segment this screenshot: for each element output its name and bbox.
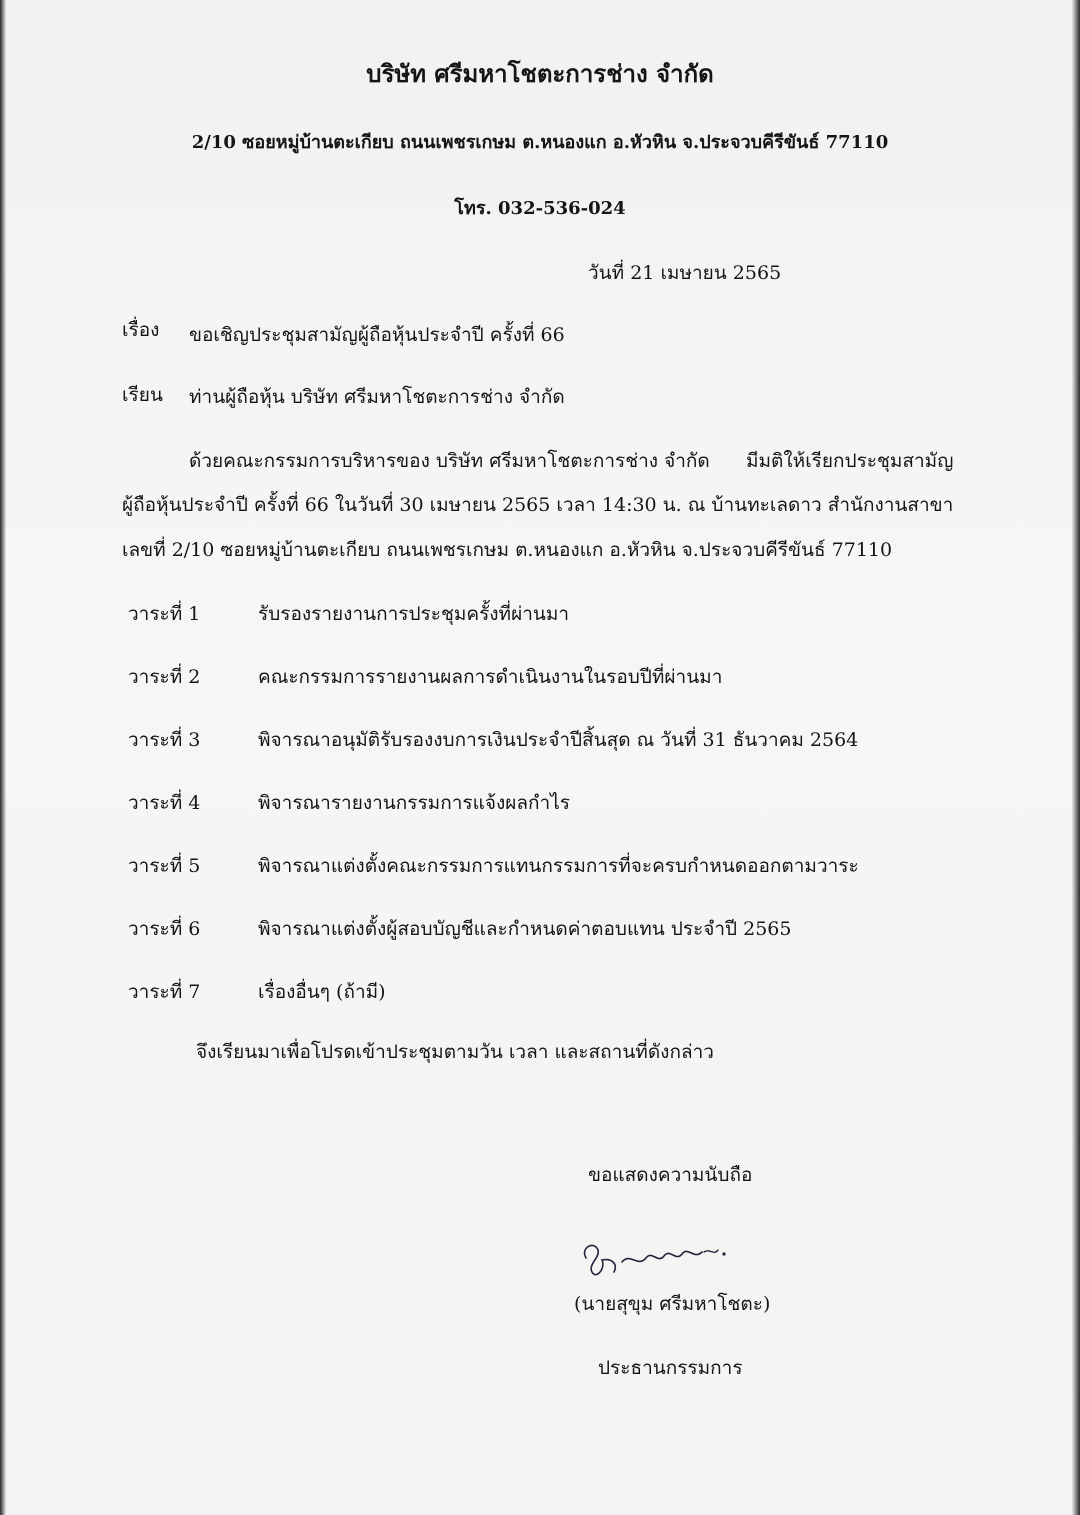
company-address: 2/10 ซอยหมู่บ้านตะเกียบ ถนนเพชรเกษม ต.หนองแก อ.หัวหิน จ.ประจวบคีรีขันธ์ 77110 <box>191 132 889 153</box>
recipient-value: ท่านผู้ถือหุ้น บริษัท ศรีมหาโชตะการช่าง จำกัด <box>189 386 565 408</box>
agenda-text: พิจารณาแต่งตั้งคณะกรรมการแทนกรรมการที่จะครบกำหนดออกตามวาระ <box>258 855 859 877</box>
agenda-number: วาระที่ 1 <box>128 603 201 625</box>
company-phone: โทร. 032-536-024 <box>454 198 626 219</box>
company-name: บริษัท ศรีมหาโชตะการช่าง จำกัด <box>366 59 714 88</box>
body-line-3: เลขที่ 2/10 ซอยหมู่บ้านตะเกียบ ถนนเพชรเกษม ต.หนองแก อ.หัวหิน จ.ประจวบคีรีขันธ์ 77110 <box>122 539 893 561</box>
agenda-number: วาระที่ 5 <box>128 855 201 877</box>
handwritten-signature <box>572 1228 742 1288</box>
subject-label: เรื่อง <box>122 319 160 341</box>
agenda-number: วาระที่ 4 <box>128 792 201 814</box>
body-line-1b: มีมติให้เรียกประชุมสามัญ <box>746 450 954 472</box>
agenda-text: พิจารณาอนุมัติรับรองงบการเงินประจำปีสิ้นสุด ณ วันที่ 31 ธันวาคม 2564 <box>258 729 859 751</box>
agenda-number: วาระที่ 7 <box>128 981 201 1003</box>
agenda-text: รับรองรายงานการประชุมครั้งที่ผ่านมา <box>258 603 570 625</box>
closing-line: จึงเรียนมาเพื่อโปรดเข้าประชุมตามวัน เวลา และสถานที่ดังกล่าว <box>196 1041 714 1063</box>
agenda-text: คณะกรรมการรายงานผลการดำเนินงานในรอบปีที่ผ่านมา <box>258 666 723 688</box>
signer-position: ประธานกรรมการ <box>598 1357 743 1379</box>
body-line-2: ผู้ถือหุ้นประจำปี ครั้งที่ 66 ในวันที่ 30 เมษายน 2565 เวลา 14:30 น. ณ บ้านทะเลดาว สำนักงานสาขา <box>122 494 954 516</box>
paper-edge-left <box>0 0 6 1515</box>
agenda-text: พิจารณารายงานกรรมการแจ้งผลกำไร <box>258 792 570 814</box>
signer-name: (นายสุขุม ศรีมหาโชตะ) <box>574 1293 771 1315</box>
agenda-text: เรื่องอื่นๆ (ถ้ามี) <box>258 981 386 1003</box>
subject-value: ขอเชิญประชุมสามัญผู้ถือหุ้นประจำปี ครั้งที่ 66 <box>189 324 565 346</box>
agenda-number: วาระที่ 2 <box>128 666 201 688</box>
regards-line: ขอแสดงความนับถือ <box>588 1164 753 1186</box>
agenda-number: วาระที่ 6 <box>128 918 201 940</box>
paper-edge-right <box>1072 0 1080 1515</box>
agenda-text: พิจารณาแต่งตั้งผู้สอบบัญชีและกำหนดค่าตอบแทน ประจำปี 2565 <box>258 918 792 940</box>
letter-date: วันที่ 21 เมษายน 2565 <box>588 262 782 284</box>
agenda-number: วาระที่ 3 <box>128 729 201 751</box>
body-line-1a: ด้วยคณะกรรมการบริหารของ บริษัท ศรีมหาโชตะการช่าง จำกัด <box>189 450 710 472</box>
recipient-label: เรียน <box>122 384 163 406</box>
